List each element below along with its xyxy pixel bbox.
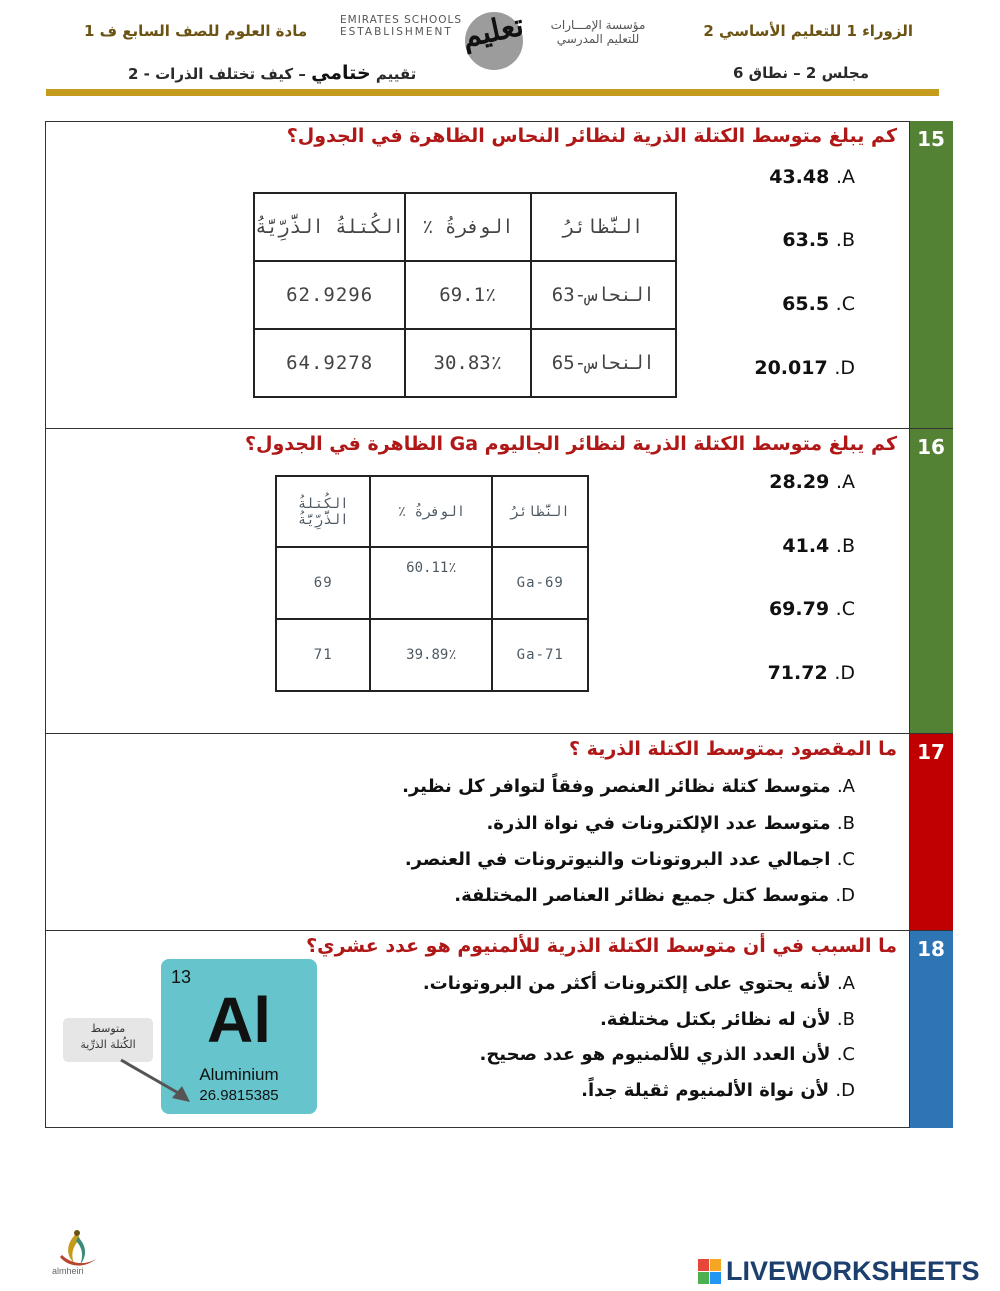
option-c[interactable]: 69.79 .C bbox=[768, 598, 855, 620]
arrow-icon bbox=[118, 1058, 198, 1108]
option-a[interactable]: 43.48 .A bbox=[769, 166, 855, 188]
cell-isotope: Ga-71 bbox=[492, 619, 588, 691]
cell-isotope: النحاس-63 bbox=[531, 261, 677, 329]
option-a[interactable]: A. لأنه يحتوي على إلكترونات أكثر من البروتونات. bbox=[422, 973, 855, 994]
cell-mass: 64.9278 bbox=[254, 329, 405, 397]
element-name: Aluminium bbox=[199, 1065, 279, 1084]
isotope-table bbox=[253, 192, 677, 398]
header-divider bbox=[46, 89, 939, 96]
label-line1: متوسط bbox=[90, 1022, 126, 1035]
ese-ar-line1: مؤسسة الإمـــارات bbox=[550, 18, 646, 32]
question-number: 18 bbox=[917, 937, 945, 961]
element-symbol: Al bbox=[207, 984, 271, 1056]
option-b[interactable]: 41.4 .B bbox=[782, 535, 855, 557]
option-c[interactable]: C. لأن العدد الذري للألمنيوم هو عدد صحيح. bbox=[479, 1044, 855, 1065]
cell-abundance: 30.83٪ bbox=[405, 329, 530, 397]
cell-abundance: 60.11٪ bbox=[370, 547, 492, 619]
almheiri-logo-text: almheiri bbox=[52, 1266, 84, 1276]
question-text: ما المقصود بمتوسط الكتلة الذرية ؟ bbox=[569, 738, 897, 760]
ese-line1: EMIRATES SCHOOLS bbox=[340, 14, 463, 26]
cell-abundance: 69.1٪ bbox=[405, 261, 530, 329]
question-17 bbox=[45, 733, 953, 930]
atomic-number: 13 bbox=[171, 967, 192, 987]
cell-mass: 69 bbox=[276, 547, 370, 619]
option-c[interactable]: C. اجمالي عدد البروتونات والنيوترونات في العنصر. bbox=[404, 849, 855, 870]
assessment-prefix: تقييم bbox=[375, 65, 417, 83]
cell-isotope: Ga-69 bbox=[492, 547, 588, 619]
school-name: الزوراء 1 للتعليم الأساسي 2 bbox=[703, 22, 913, 40]
question-15 bbox=[45, 121, 953, 428]
ese-line2: ESTABLISHMENT bbox=[340, 26, 453, 38]
ese-logo-en bbox=[340, 14, 463, 38]
cell-abundance: 39.89٪ bbox=[370, 619, 492, 691]
question-number-cell bbox=[909, 429, 953, 733]
ese-ar-line2: للتعليم المدرسي bbox=[556, 32, 640, 46]
question-number: 16 bbox=[917, 435, 945, 459]
assessment-title bbox=[128, 62, 416, 84]
ese-logo-ar bbox=[548, 18, 648, 46]
option-c[interactable]: 65.5 .C bbox=[782, 293, 855, 315]
question-text: كم يبلغ متوسط الكتلة الذرية لنظائر النحاس الظاهرة في الجدول؟ bbox=[286, 125, 897, 147]
school-council: مجلس 2 – نطاق 6 bbox=[733, 64, 869, 82]
header-abundance: ٪ الوفرةُ bbox=[370, 476, 492, 547]
header-mass: الكُتلةُ الذَّرِّيَّةُ bbox=[254, 193, 405, 261]
liveworksheets-brand[interactable]: LIVEWORKSHEETS bbox=[726, 1256, 980, 1286]
label-line2: الكُتلة الذرِّية bbox=[80, 1037, 136, 1051]
option-d[interactable]: 71.72 .D bbox=[767, 662, 855, 684]
question-text: ما السبب في أن متوسط الكتلة الذرية للألمنيوم هو عدد عشري؟ bbox=[306, 935, 897, 957]
subject-title: مادة العلوم للصف السابع ف 1 bbox=[84, 22, 308, 40]
option-a[interactable]: 28.29 .A bbox=[769, 471, 855, 493]
assessment-bold: ختامي bbox=[311, 62, 371, 84]
isotope-table bbox=[275, 475, 589, 692]
question-number-cell bbox=[909, 121, 953, 428]
question-text: كم يبلغ متوسط الكتلة الذرية لنظائر الجاليوم Ga الظاهرة في الجدول؟ bbox=[244, 433, 897, 455]
option-a[interactable]: A. متوسط كتلة نظائر العنصر وفقاً لتوافر كل نظير. bbox=[402, 776, 855, 797]
header-mass: الكُتلةُ الذَّرِّيَّةُ bbox=[276, 476, 370, 547]
cell-mass: 71 bbox=[276, 619, 370, 691]
option-b[interactable]: B. متوسط عدد الإلكترونات في نواة الذرة. bbox=[486, 813, 855, 834]
cell-mass: 62.9296 bbox=[254, 261, 405, 329]
header-isotope: النَّظائرُ bbox=[492, 476, 588, 547]
taleem-logo-text: تعليم bbox=[459, 7, 527, 56]
header-isotope: النَّظائرُ bbox=[531, 193, 677, 261]
option-d[interactable]: D. لأن نواة الألمنيوم ثقيلة جداً. bbox=[581, 1080, 855, 1101]
cell-isotope: النحاس-65 bbox=[531, 329, 677, 397]
option-b[interactable]: 63.5 .B bbox=[782, 229, 855, 251]
option-d[interactable]: 20.017 .D bbox=[754, 357, 855, 379]
question-number: 17 bbox=[917, 740, 945, 764]
atomic-mass: 26.9815385 bbox=[199, 1087, 279, 1104]
option-d[interactable]: D. متوسط كتل جميع نظائر العناصر المختلفة. bbox=[454, 885, 855, 906]
question-16 bbox=[45, 428, 953, 733]
header-abundance: ٪ الوفرةُ bbox=[405, 193, 530, 261]
average-mass-label bbox=[63, 1018, 153, 1062]
liveworksheets-logo-icon bbox=[698, 1259, 722, 1285]
option-b[interactable]: B. لأن له نظائر بكتل مختلفة. bbox=[599, 1009, 855, 1030]
assessment-suffix: – كيف تختلف الذرات - 2 bbox=[128, 65, 306, 83]
question-number: 15 bbox=[917, 127, 945, 151]
